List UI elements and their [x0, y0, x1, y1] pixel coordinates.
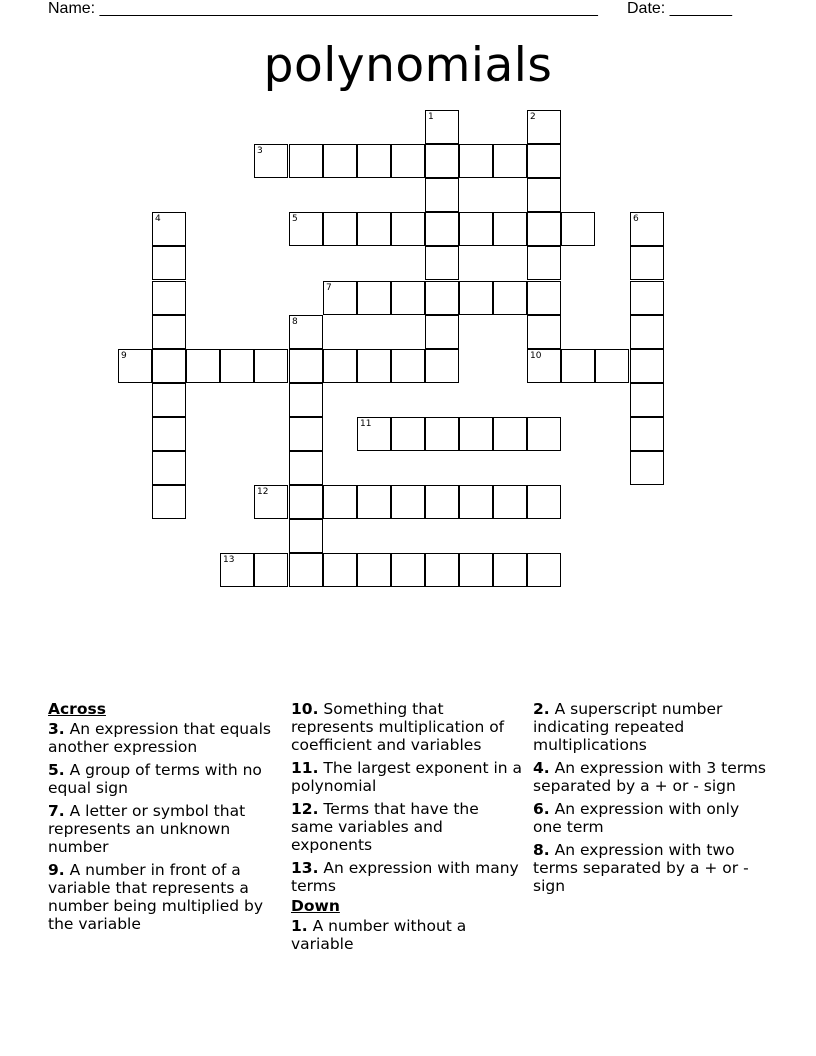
clue-number: 5.: [48, 761, 65, 779]
clue-text: An expression with many terms: [291, 859, 519, 895]
grid-cell[interactable]: [527, 553, 561, 587]
clue-number-label: 1: [428, 112, 434, 122]
clue-across-7: [48, 802, 273, 856]
grid-cell[interactable]: [425, 178, 459, 212]
clue-across-13: [291, 859, 523, 895]
clue-number-label: 9: [121, 351, 127, 361]
grid-cell[interactable]: [459, 485, 493, 519]
grid-cell[interactable]: [595, 349, 629, 383]
clue-number-label: 4: [155, 214, 161, 224]
grid-cell[interactable]: [425, 553, 459, 587]
grid-cell[interactable]: [357, 212, 391, 246]
clue-number: 13.: [291, 859, 319, 877]
clue-down-2: [533, 700, 768, 754]
clue-number-label: 8: [292, 317, 298, 327]
clues-column-2: [291, 700, 523, 958]
grid-cell[interactable]: [630, 212, 664, 246]
grid-cell[interactable]: [561, 349, 595, 383]
name-field-label: Name: ________________________________________________________: [48, 0, 598, 17]
grid-cell[interactable]: [527, 315, 561, 349]
clue-down-6: [533, 800, 768, 836]
grid-cell[interactable]: [425, 144, 459, 178]
grid-cell[interactable]: [152, 451, 186, 485]
clue-number-label: 11: [360, 419, 372, 429]
grid-cell[interactable]: [357, 417, 391, 451]
grid-cell[interactable]: [630, 417, 664, 451]
grid-cell[interactable]: [152, 315, 186, 349]
clue-number: 9.: [48, 861, 65, 879]
grid-cell[interactable]: [289, 485, 323, 519]
grid-cell[interactable]: [527, 178, 561, 212]
grid-cell[interactable]: [289, 383, 323, 417]
clue-across-12: [291, 800, 523, 854]
clue-number-label: 2: [530, 112, 536, 122]
grid-cell[interactable]: [391, 281, 425, 315]
grid-cell[interactable]: [323, 553, 357, 587]
grid-cell[interactable]: [425, 485, 459, 519]
clue-number: 7.: [48, 802, 65, 820]
clue-number: 12.: [291, 800, 319, 818]
grid-cell[interactable]: [152, 485, 186, 519]
clue-text: An expression with two terms separated by a + or - sign: [533, 841, 749, 895]
grid-cell[interactable]: [289, 212, 323, 246]
grid-cell[interactable]: [323, 485, 357, 519]
grid-cell[interactable]: [152, 212, 186, 246]
clue-number-label: 13: [223, 555, 235, 565]
grid-cell[interactable]: [391, 212, 425, 246]
grid-cell[interactable]: [459, 417, 493, 451]
clue-down-8: [533, 841, 768, 895]
grid-cell[interactable]: [630, 451, 664, 485]
grid-cell[interactable]: [220, 349, 254, 383]
grid-cell[interactable]: [254, 485, 288, 519]
clue-number: 1.: [291, 917, 308, 935]
grid-cell[interactable]: [527, 144, 561, 178]
clue-text: A group of terms with no equal sign: [48, 761, 262, 797]
grid-cell[interactable]: [527, 417, 561, 451]
clue-text: A letter or symbol that represents an unknown number: [48, 802, 246, 856]
grid-cell[interactable]: [561, 212, 595, 246]
clue-text: An expression with 3 terms separated by a + or - sign: [533, 759, 767, 795]
grid-cell[interactable]: [254, 553, 288, 587]
clue-across-5: [48, 761, 273, 797]
grid-cell[interactable]: [323, 281, 357, 315]
grid-cell[interactable]: [357, 281, 391, 315]
clue-text: A number in front of a variable that represents a number being multiplied by the variable: [48, 861, 264, 933]
grid-cell[interactable]: [527, 246, 561, 280]
grid-cell[interactable]: [289, 315, 323, 349]
clue-number-label: 5: [292, 214, 298, 224]
puzzle-title: polynomials: [263, 38, 553, 93]
grid-cell[interactable]: [630, 315, 664, 349]
grid-cell[interactable]: [459, 553, 493, 587]
clue-number: 10.: [291, 700, 319, 718]
grid-cell[interactable]: [425, 417, 459, 451]
grid-cell[interactable]: [289, 451, 323, 485]
grid-cell[interactable]: [254, 349, 288, 383]
grid-cell[interactable]: [289, 349, 323, 383]
grid-cell[interactable]: [357, 144, 391, 178]
grid-cell[interactable]: [425, 110, 459, 144]
grid-cell[interactable]: [254, 144, 288, 178]
grid-cell[interactable]: [152, 246, 186, 280]
grid-cell[interactable]: [425, 349, 459, 383]
grid-cell[interactable]: [357, 553, 391, 587]
grid-cell[interactable]: [459, 144, 493, 178]
grid-cell[interactable]: [493, 485, 527, 519]
clue-text: An expression that equals another expression: [48, 720, 271, 756]
grid-cell[interactable]: [425, 315, 459, 349]
grid-cell[interactable]: [391, 144, 425, 178]
grid-cell[interactable]: [527, 110, 561, 144]
clues-column-1: [48, 700, 273, 938]
grid-cell[interactable]: [425, 246, 459, 280]
clue-number-label: 6: [633, 214, 639, 224]
clue-text: Terms that have the same variables and exponents: [291, 800, 479, 854]
clue-number-label: 3: [257, 146, 263, 156]
clue-number: 11.: [291, 759, 319, 777]
grid-cell[interactable]: [630, 246, 664, 280]
grid-cell[interactable]: [289, 553, 323, 587]
clue-across-9: [48, 861, 273, 933]
clue-number: 3.: [48, 720, 65, 738]
clue-across-11: [291, 759, 523, 795]
grid-cell[interactable]: [391, 485, 425, 519]
clue-text: A number without a variable: [291, 917, 467, 953]
clue-number: 2.: [533, 700, 550, 718]
grid-cell[interactable]: [527, 349, 561, 383]
clue-text: Something that represents multiplication of coefficient and variables: [291, 700, 505, 754]
grid-cell[interactable]: [425, 212, 459, 246]
across-heading: Across: [48, 700, 106, 718]
grid-cell[interactable]: [493, 212, 527, 246]
down-heading: Down: [291, 897, 340, 915]
clue-number: 6.: [533, 800, 550, 818]
clue-number-label: 7: [326, 283, 332, 293]
grid-cell[interactable]: [527, 485, 561, 519]
clue-down-4: [533, 759, 768, 795]
clues-column-3: [533, 700, 768, 900]
clue-down-1: [291, 917, 523, 953]
clue-text: An expression with only one term: [533, 800, 740, 836]
grid-cell[interactable]: [289, 144, 323, 178]
grid-cell[interactable]: [459, 212, 493, 246]
grid-cell[interactable]: [152, 383, 186, 417]
grid-cell[interactable]: [186, 349, 220, 383]
clue-number-label: 10: [530, 351, 542, 361]
clue-across-3: [48, 720, 273, 756]
grid-cell[interactable]: [391, 349, 425, 383]
grid-cell[interactable]: [323, 212, 357, 246]
grid-cell[interactable]: [152, 281, 186, 315]
grid-cell[interactable]: [493, 553, 527, 587]
grid-cell[interactable]: [630, 349, 664, 383]
grid-cell[interactable]: [527, 212, 561, 246]
grid-cell[interactable]: [289, 519, 323, 553]
grid-cell[interactable]: [425, 281, 459, 315]
clue-text: The largest exponent in a polynomial: [291, 759, 523, 795]
grid-cell[interactable]: [630, 281, 664, 315]
grid-cell[interactable]: [459, 281, 493, 315]
grid-cell[interactable]: [493, 417, 527, 451]
grid-cell[interactable]: [152, 417, 186, 451]
clue-text: A superscript number indicating repeated multiplications: [533, 700, 723, 754]
grid-cell[interactable]: [357, 349, 391, 383]
grid-cell[interactable]: [493, 144, 527, 178]
date-field-label: Date: _______: [627, 0, 732, 17]
grid-cell[interactable]: [118, 349, 152, 383]
clue-number: 4.: [533, 759, 550, 777]
grid-cell[interactable]: [527, 281, 561, 315]
grid-cell[interactable]: [630, 383, 664, 417]
grid-cell[interactable]: [493, 281, 527, 315]
grid-cell[interactable]: [220, 553, 254, 587]
clue-number: 8.: [533, 841, 550, 859]
grid-cell[interactable]: [391, 417, 425, 451]
grid-cell[interactable]: [323, 144, 357, 178]
grid-cell[interactable]: [152, 349, 186, 383]
grid-cell[interactable]: [289, 417, 323, 451]
grid-cell[interactable]: [357, 485, 391, 519]
grid-cell[interactable]: [391, 553, 425, 587]
grid-cell[interactable]: [323, 349, 357, 383]
clue-across-10: [291, 700, 523, 754]
clue-number-label: 12: [257, 487, 269, 497]
